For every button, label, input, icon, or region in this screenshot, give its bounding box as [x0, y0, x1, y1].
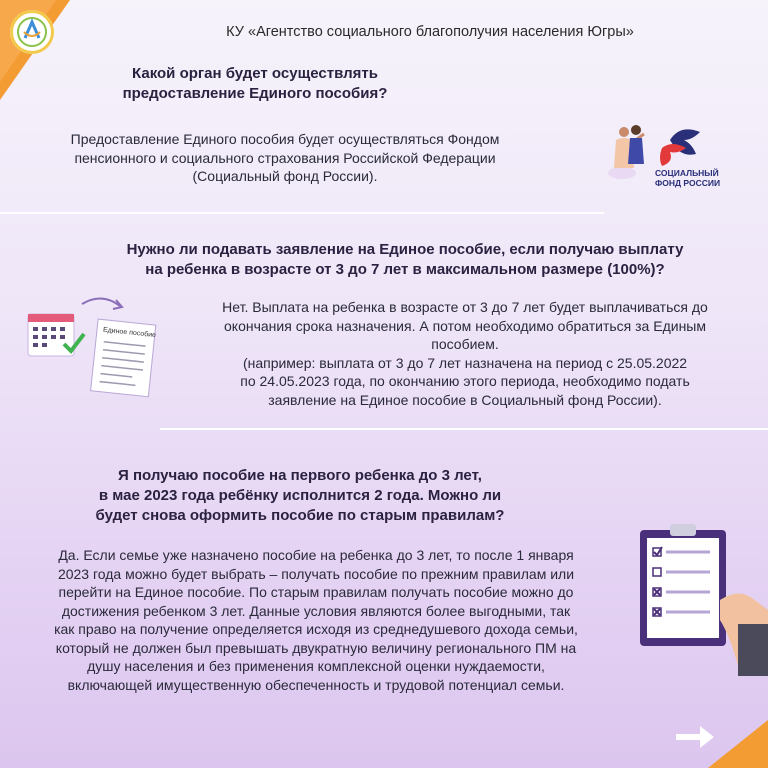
answer-2 — [180, 298, 750, 409]
question-1-line: предоставление Единого пособия? — [122, 85, 388, 102]
question-1-line: Какой орган будет осуществлять — [132, 65, 378, 82]
answer-3-line: перейти на Единое пособие. По старым правилам получать пособие можно до — [58, 584, 574, 600]
question-3 — [40, 466, 560, 526]
answer-2-line: пособием. — [431, 336, 499, 352]
question-2-line: Нужно ли подавать заявление на Единое пособие, если получаю выплату — [126, 241, 684, 258]
section-divider — [160, 428, 768, 430]
answer-3-line: 2023 года можно будет выбрать – получать пособие по прежним правилам или — [57, 565, 575, 582]
question-1 — [90, 64, 420, 104]
answer-3-line: душу населения и без применения комплексной оценки нуждаемости, — [87, 658, 545, 674]
question-3-line: Я получаю пособие на первого ребенка до 3 лет, — [118, 467, 482, 484]
answer-2-line: Нет. Выплата на ребенка в возрасте от 3 до 7 лет будет выплачиваться до — [222, 299, 708, 315]
answer-2-line: (например: выплата от 3 до 7 лет назначена на период с 25.05.2022 — [242, 354, 688, 371]
section-divider — [0, 212, 604, 214]
answer-3-line: который не должен был превышать двукратную величину регионального ПМ на — [55, 639, 577, 656]
answer-1-line: Предоставление Единого пособия будет осуществляться Фондом — [70, 131, 500, 147]
question-2 — [80, 240, 730, 280]
question-3-line: в мае 2023 года ребёнку исполнится 2 года. Можно ли — [98, 487, 502, 504]
answer-3-line: Да. Если семье уже назначено пособие на ребенка до 3 лет, то после 1 января — [58, 547, 574, 563]
answer-3-line: как право на получение определяется исходя из среднедушевого дохода семьи, — [54, 621, 578, 637]
answer-1 — [30, 130, 540, 186]
corner-decoration-bottom-right — [708, 720, 768, 768]
sfr-logo-line: ФОНД РОССИИ — [655, 178, 721, 188]
answer-3-line: включающей имущественную обеспеченность и трудовой потенциал семьи. — [67, 676, 565, 693]
answer-1-line: (Социальный фонд России). — [192, 168, 378, 184]
sfr-logo-text — [655, 168, 720, 188]
answer-2-line: заявление на Единое пособие в Социальный фонд России). — [268, 391, 662, 408]
next-arrow-icon[interactable] — [676, 724, 716, 750]
agency-logo-icon — [10, 10, 54, 54]
page-header: КУ «Агентство социального благополучия населения Югры» — [226, 24, 634, 40]
calendar-document-icon — [24, 290, 164, 400]
answer-3-line: достижения ребенком 3 лет. Данные условия являются более выгодными, так — [61, 602, 571, 619]
sfr-logo-line: СОЦИАЛЬНЫЙ — [655, 168, 719, 178]
answer-3 — [20, 546, 612, 694]
doc-illustration-title: Единое пособие — [102, 326, 157, 340]
clipboard-checklist-icon — [634, 516, 768, 676]
answer-2-line: окончания срока назначения. А потом необходимо обратиться за Единым — [224, 317, 706, 334]
question-2-line: на ребенка в возрасте от 3 до 7 лет в максимальном размере (100%)? — [145, 261, 665, 278]
question-3-line: будет снова оформить пособие по старым правилам? — [95, 507, 505, 524]
answer-1-line: пенсионного и социального страхования Российской Федерации — [74, 149, 496, 166]
answer-2-line: по 24.05.2023 года, по окончанию этого периода, необходимо подать — [240, 373, 690, 389]
